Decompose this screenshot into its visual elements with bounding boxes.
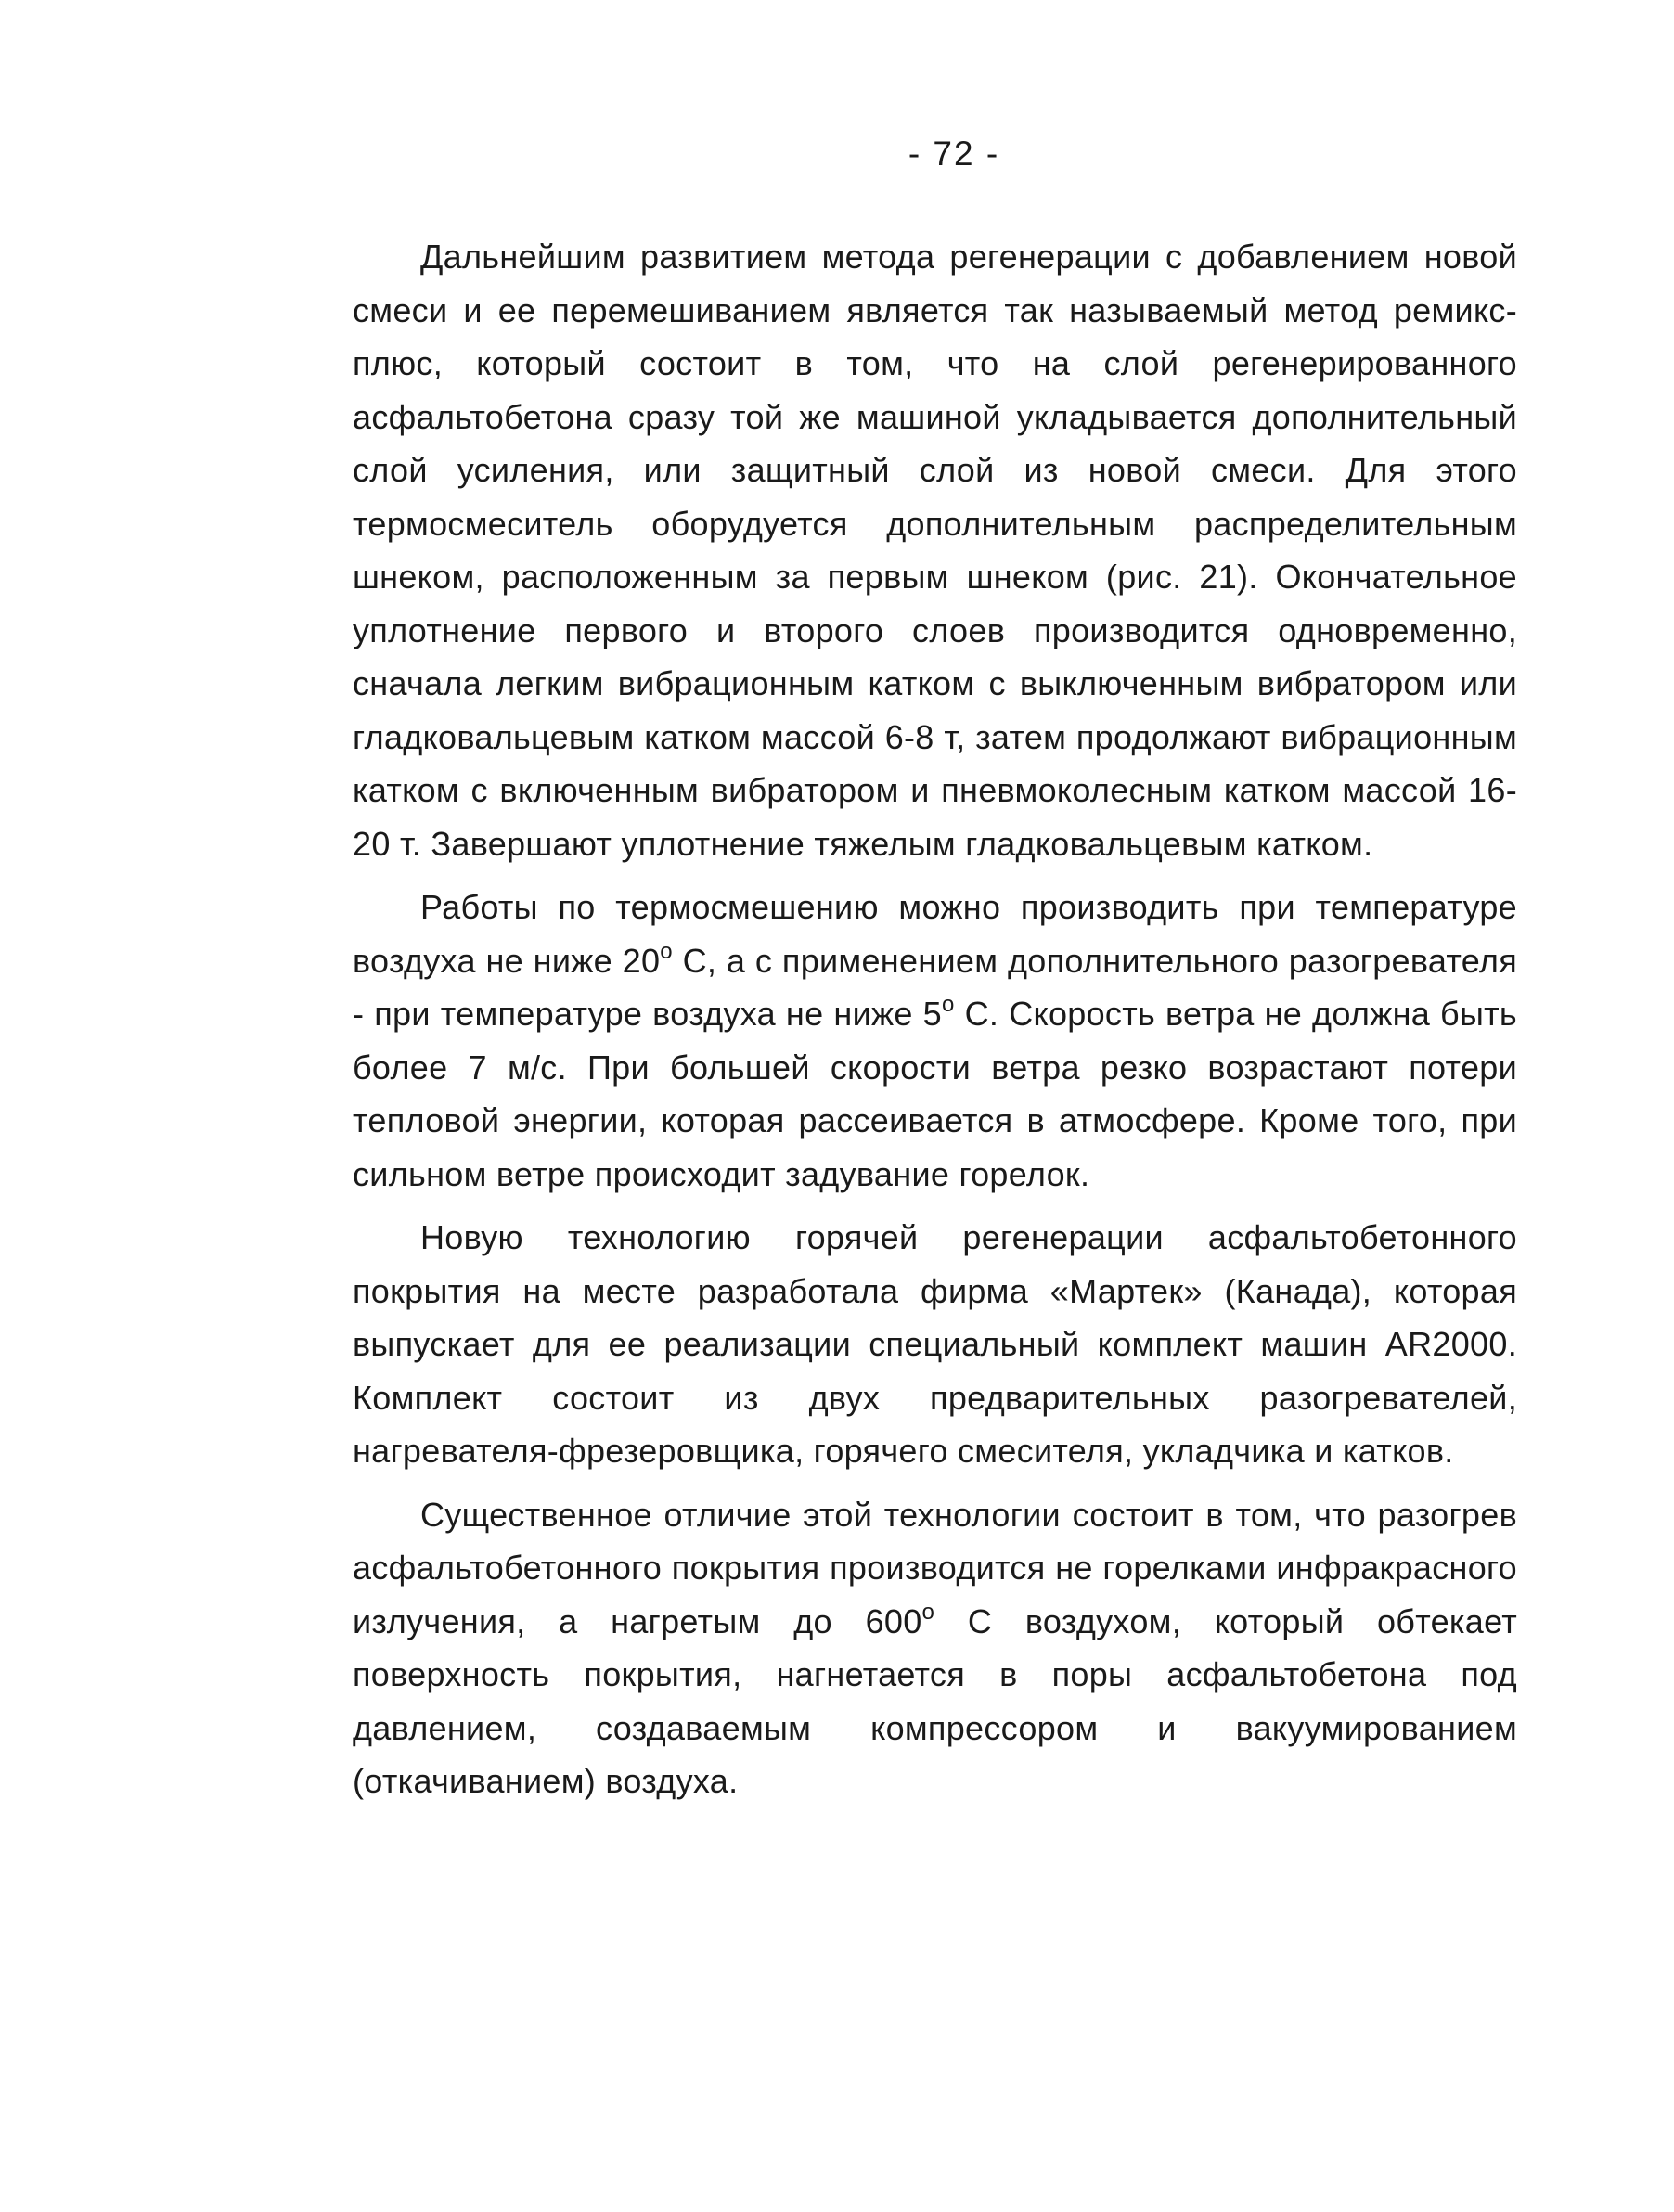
paragraph-1 xyxy=(353,230,1517,870)
degree-mark: o xyxy=(921,1599,935,1625)
body-text xyxy=(353,230,1517,1808)
paragraph-text: Существенное отличие этой технологии состоит в том, что разогрев асфальтобетонного покрытия производится не горелками инфракрасного излучения, а нагретым до 600 xyxy=(353,1495,1517,1640)
degree-mark: o xyxy=(942,992,955,1017)
paragraph-2 xyxy=(353,881,1517,1201)
paragraph-text: С воздухом, который обтекает поверхность покрытия, нагнетается в поры асфальтобетона под давлением, создаваемым компрессором и вакуумированием (откачиванием) воздуха. xyxy=(353,1601,1517,1800)
paragraph-text: С. Скорость ветра не должна быть более 7 м/с. При большей скорости ветра резко возрастают потери тепловой энергии, которая рассеивается в атмосфере. Кроме того, при сильном ветре происходит задувание горелок. xyxy=(353,995,1517,1193)
paragraph-text: С, а с применением дополнительного разогревателя - при температуре воздуха не ниже 5 xyxy=(353,941,1518,1033)
paragraph-text: Работы по термосмешению можно производить при температуре воздуха не ниже 20 xyxy=(353,888,1517,980)
paragraph-4 xyxy=(353,1488,1517,1808)
degree-mark: o xyxy=(660,938,673,964)
paragraph-text: Дальнейшим развитием метода регенерации с добавлением новой смеси и ее перемешиванием является так называемый метод ремикс-плюс, который состоит в том, что на слой регенерированного асфальтобетона сразу той же машиной укладывается дополнительный слой усиления, или защитный слой из новой смеси. Для этого термосмеситель оборудуется дополнительным распределительным шнеком, расположенным за первым шнеком (рис. 21). Окончательное уплотнение первого и второго слоев производится одновременно, сначала легким вибрационным катком с выключенным вибратором или гладковальцевым катком массой 6-8 т, затем продолжают вибрационным катком с включенным вибратором и пневмоколесным катком массой 16-20 т. Завершают уплотнение тяжелым гладковальцевым катком. xyxy=(353,238,1517,863)
paragraph-text: Новую технологию горячей регенерации асфальтобетонного покрытия на месте разработала фирма «Мартек» (Канада), которая выпускает для ее реализации специальный комплект машин AR2000. Комплект состоит из двух предварительных разогревателей, нагревателя-фрезеровщика, горячего смесителя, укладчика и катков. xyxy=(353,1218,1517,1470)
paragraph-3 xyxy=(353,1211,1517,1478)
page-number: - 72 - xyxy=(908,135,1000,173)
